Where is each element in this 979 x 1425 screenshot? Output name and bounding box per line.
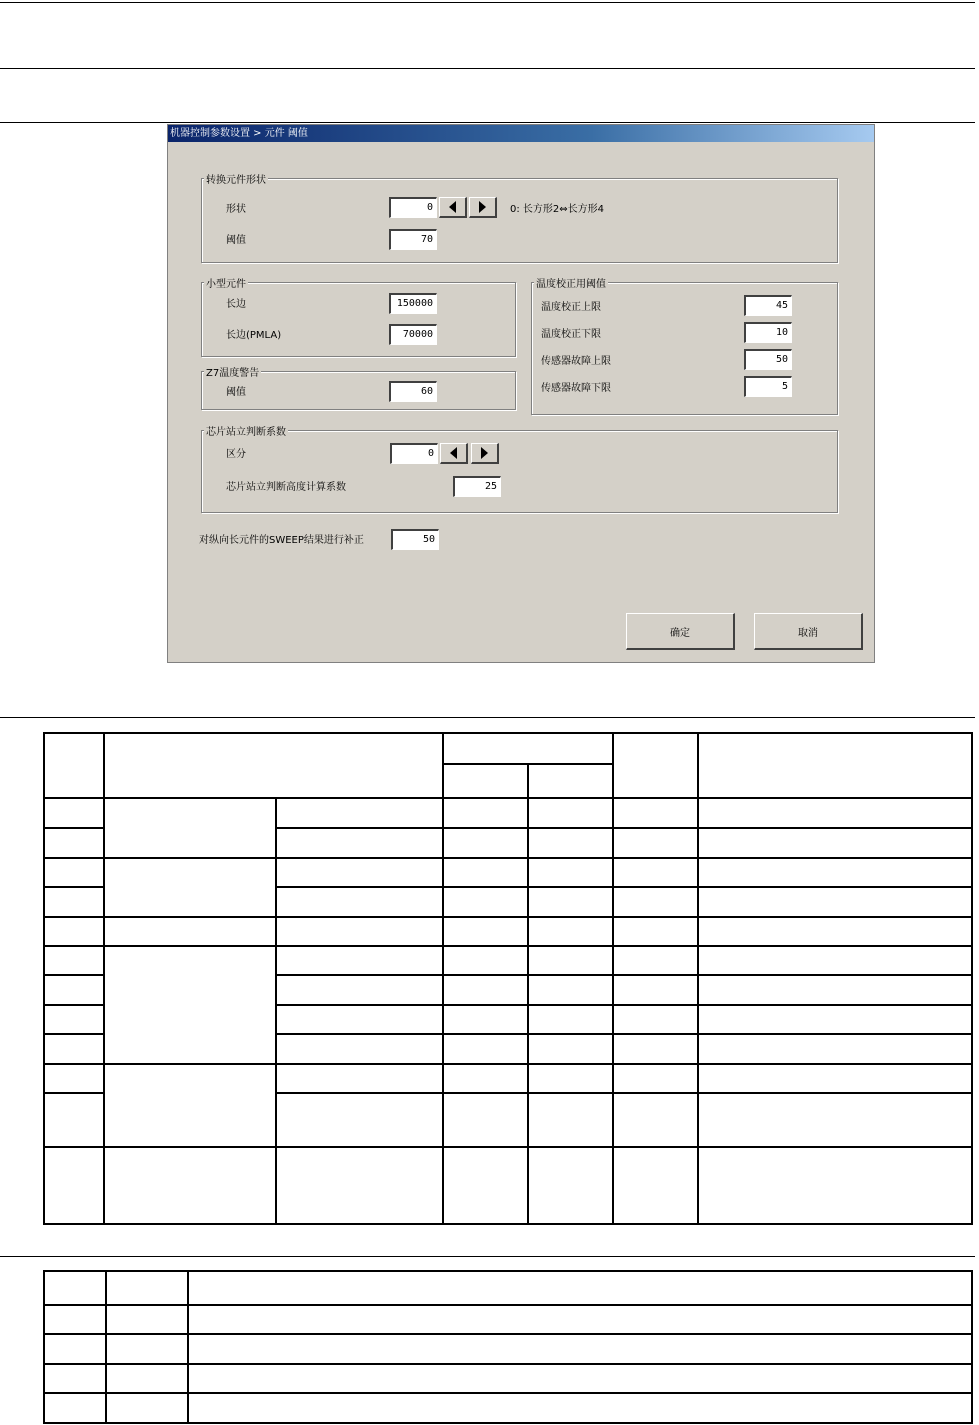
sensor-lower-input[interactable]: 5 [744,376,792,397]
table-cell [698,1093,972,1147]
shape-group-title: 转换元件形状 [204,171,268,186]
sensor-lower-label: 传感器故障下限 [541,383,611,394]
long-side-pmla-label: 长边(PMLA) [226,330,282,341]
table-row [44,1064,972,1093]
table-cell [44,1064,104,1093]
temp-warning-group-title: Z7温度警告 [204,364,261,379]
table-row [44,858,972,887]
table-cell [528,1093,613,1147]
chip-standing-group [201,427,838,513]
table-cell [528,946,613,975]
table-cell [528,1064,613,1093]
parameter-dialog [167,124,875,663]
table-cell [44,887,104,916]
arrow-left-icon [450,447,457,459]
table-cell [106,1271,188,1305]
table-cell [276,858,443,887]
table-cell [698,887,972,916]
table-cell [443,946,528,975]
table-row [44,1305,972,1335]
table-cell [698,733,972,798]
table-cell [613,1005,698,1034]
table-cell [613,975,698,1004]
table-cell [613,1034,698,1063]
table-cell [276,1034,443,1063]
table-cell [104,946,276,1064]
table-cell [276,798,443,828]
table-cell [104,858,276,917]
table-cell [276,975,443,1004]
table-cell [44,1271,106,1305]
table-cell [443,1034,528,1063]
table-cell [698,798,972,828]
rule-3 [0,122,975,123]
sweep-label: 对纵向长元件的SWEEP结果进行补正 [199,535,364,546]
shape-note: 0: 长方形2⇔长方形4 [510,204,605,215]
table-cell [44,1393,106,1423]
table-cell [528,975,613,1004]
table-cell [104,917,276,946]
table-cell [276,828,443,857]
table-row [44,1393,972,1423]
dialog-title: 机器控制参数设置 > 元件 阈值 [168,125,874,142]
table-cell [44,1034,104,1063]
table-cell [106,1393,188,1423]
table-cell [613,946,698,975]
table-cell [443,764,528,798]
table-cell [698,828,972,857]
table-header-row [44,1271,972,1305]
table-cell [276,1147,443,1224]
table-cell [528,1034,613,1063]
table-cell [528,798,613,828]
rule-top [0,2,975,3]
height-coef-label: 芯片站立判断高度计算系数 [226,482,346,493]
table-cell [44,828,104,857]
table-cell [276,917,443,946]
rule-5 [0,1256,975,1257]
shape-increment-button[interactable] [469,197,497,218]
table-cell [104,1147,276,1224]
table-cell [698,946,972,975]
table-cell [276,1005,443,1034]
arrow-right-icon [481,447,488,459]
table-cell [613,1147,698,1224]
table-row [44,1147,972,1224]
shape-threshold-label: 阈值 [226,235,246,246]
shape-threshold-input[interactable]: 70 [389,229,437,250]
temp-upper-label: 温度校正上限 [541,302,601,313]
table-cell [276,887,443,916]
rule-4 [0,717,975,718]
table-row [44,798,972,828]
arrow-right-icon [479,201,486,213]
temp-lower-label: 温度校正下限 [541,329,601,340]
table-cell [276,1064,443,1093]
table-cell [613,733,698,798]
table-cell [188,1393,972,1423]
table-cell [613,1064,698,1093]
table-cell [44,1364,106,1394]
table-cell [698,975,972,1004]
table-cell [443,1005,528,1034]
table-cell [443,858,528,887]
table-cell [698,917,972,946]
rule-2 [0,68,975,69]
table-cell [443,1147,528,1224]
table-cell [443,1093,528,1147]
temp-lower-input[interactable]: 10 [744,322,792,343]
table-row [44,917,972,946]
chip-standing-group-title: 芯片站立判断系数 [204,423,288,438]
table-cell [106,1334,188,1364]
table-cell [698,1064,972,1093]
temp-warning-group [201,368,516,410]
sensor-upper-label: 传感器故障上限 [541,356,611,367]
table-cell [44,1305,106,1335]
table-cell [276,1093,443,1147]
class-decrement-button[interactable] [440,443,468,464]
notes-table [43,1270,973,1424]
ok-button[interactable]: 确定 [626,613,735,650]
table-cell [528,887,613,916]
table-cell [443,798,528,828]
table-cell [188,1334,972,1364]
table-cell [698,1005,972,1034]
table-cell [698,1147,972,1224]
table-cell [188,1364,972,1394]
table-row [44,946,972,975]
temp-upper-input[interactable]: 45 [744,295,792,316]
table-row [44,1334,972,1364]
table-cell [443,917,528,946]
table-cell [44,733,104,798]
table-cell [613,1093,698,1147]
table-cell [104,733,443,798]
table-cell [528,828,613,857]
table-cell [528,1005,613,1034]
table-cell [106,1364,188,1394]
table-cell [106,1305,188,1335]
table-cell [44,1334,106,1364]
long-side-label: 长边 [226,299,246,310]
table-cell [44,1147,104,1224]
table-cell [44,798,104,828]
table-cell [276,946,443,975]
long-side-input[interactable]: 150000 [389,293,437,314]
table-cell [613,917,698,946]
table-cell [613,887,698,916]
arrow-left-icon [449,201,456,213]
table-cell [104,1064,276,1147]
table-cell [44,858,104,887]
table-cell [528,917,613,946]
table-cell [188,1271,972,1305]
table-cell [443,828,528,857]
table-cell [44,1005,104,1034]
table-cell [528,1147,613,1224]
table-cell [104,798,276,858]
table-cell [613,828,698,857]
table-cell [528,858,613,887]
sensor-upper-input[interactable]: 50 [744,349,792,370]
long-side-pmla-input[interactable]: 70000 [389,324,437,345]
table-cell [443,1064,528,1093]
small-component-group [201,279,516,357]
class-increment-button[interactable] [471,443,499,464]
table-cell [443,733,613,764]
temp-correction-group-title: 温度校正用阈值 [534,275,608,290]
table-cell [44,1093,104,1147]
shape-input[interactable]: 0 [389,197,437,218]
table-cell [698,1034,972,1063]
temp-warning-threshold-input[interactable]: 60 [389,381,437,402]
table-cell [44,975,104,1004]
shape-decrement-button[interactable] [439,197,467,218]
table-cell [613,858,698,887]
shape-label: 形状 [226,204,246,215]
table-cell [613,798,698,828]
table-cell [528,764,613,798]
shape-group [201,175,838,263]
table-cell [698,858,972,887]
table-cell [44,946,104,975]
cancel-button[interactable]: 取消 [754,613,863,650]
sweep-input[interactable]: 50 [391,529,439,550]
table-cell [443,975,528,1004]
table-header-row [44,733,972,764]
table-row [44,1364,972,1394]
height-coef-input[interactable]: 25 [453,476,501,497]
parameter-table [43,732,973,1225]
class-label: 区分 [226,449,246,460]
small-component-group-title: 小型元件 [204,275,248,290]
table-cell [443,887,528,916]
table-cell [188,1305,972,1335]
class-input[interactable]: 0 [390,443,438,464]
temp-warning-threshold-label: 阈值 [226,387,246,398]
table-cell [44,917,104,946]
